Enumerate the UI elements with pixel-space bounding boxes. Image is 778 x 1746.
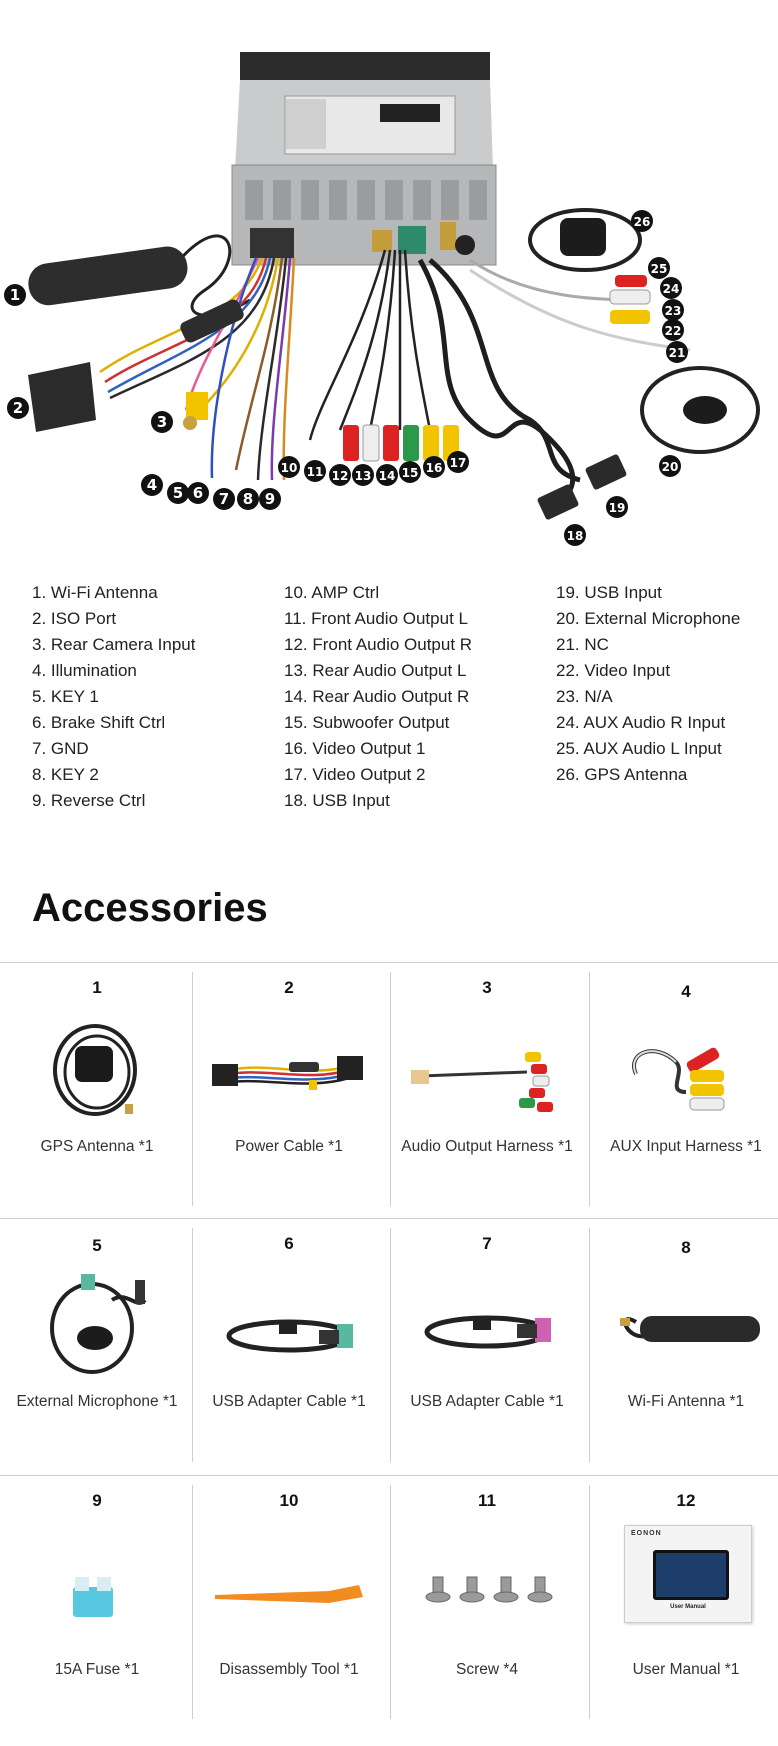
svg-text:8: 8	[242, 490, 254, 508]
accessory-label: GPS Antenna *1	[40, 1138, 154, 1155]
gps-aux-mic-image	[470, 210, 758, 452]
accessory-number: 3	[482, 978, 492, 997]
manual-brand: EONON	[631, 1530, 662, 1537]
usb-cable-icon	[407, 1270, 567, 1380]
accessory-number: 9	[92, 1491, 102, 1510]
callout-10	[278, 456, 300, 478]
rca-bundle-image	[310, 250, 459, 461]
aux-harness-icon	[606, 1012, 766, 1122]
legend-item: 14. Rear Audio Output R	[284, 687, 470, 706]
svg-text:9: 9	[264, 490, 276, 508]
accessory-number: 4	[681, 982, 691, 1001]
accessory-number: 5	[92, 1236, 102, 1255]
legend-item: 13. Rear Audio Output L	[284, 661, 467, 680]
svg-text:17: 17	[449, 456, 467, 470]
legend-item: 22. Video Input	[556, 661, 671, 680]
callout-17	[447, 451, 469, 473]
callout-23	[662, 299, 684, 321]
accessory-card	[192, 1218, 386, 1475]
legend-item: 1. Wi-Fi Antenna	[32, 583, 158, 602]
callout-11	[304, 460, 326, 482]
accessory-card	[390, 1475, 584, 1746]
legend-item: 10. AMP Ctrl	[284, 583, 380, 602]
usb-cable-icon	[209, 1270, 369, 1380]
accessory-number: 2	[284, 978, 294, 997]
legend-item: 11. Front Audio Output L	[284, 609, 468, 628]
accessory-card	[390, 962, 584, 1218]
accessory-label: AUX Input Harness *1	[610, 1138, 762, 1155]
accessory-label: Screw *4	[455, 1661, 519, 1678]
accessory-label: USB Adapter Cable *1	[212, 1393, 366, 1410]
callout-8	[237, 488, 259, 510]
callout-25	[648, 257, 670, 279]
accessory-number: 6	[284, 1234, 294, 1253]
accessory-number: 12	[676, 1491, 696, 1510]
legend-column-1	[32, 580, 195, 814]
power-cable-icon	[209, 1012, 369, 1122]
accessory-card	[390, 1218, 584, 1475]
wifi-antenna-icon	[606, 1270, 766, 1380]
callout-15	[399, 461, 421, 483]
legend-item: 12. Front Audio Output R	[284, 635, 473, 654]
accessory-label: External Microphone *1	[16, 1393, 178, 1410]
accessory-label: Disassembly Tool *1	[219, 1661, 359, 1678]
svg-text:7: 7	[218, 490, 230, 508]
accessory-number: 10	[279, 1491, 299, 1510]
svg-text:4: 4	[146, 476, 158, 494]
svg-text:11: 11	[306, 465, 324, 479]
legend-item: 9. Reverse Ctrl	[32, 791, 146, 810]
accessory-card	[0, 1475, 194, 1746]
legend-item: 24. AUX Audio R Input	[556, 713, 726, 732]
callout-20	[659, 455, 681, 477]
callout-14	[376, 464, 398, 486]
legend-item: 26. GPS Antenna	[556, 765, 688, 784]
svg-text:15: 15	[401, 466, 419, 480]
accessory-card	[192, 1475, 386, 1746]
gps-antenna-icon	[17, 1012, 177, 1122]
callout-9	[259, 488, 281, 510]
accessory-card	[192, 962, 386, 1218]
fuse-icon	[17, 1527, 177, 1637]
accessory-number: 8	[681, 1238, 691, 1257]
callout-1	[4, 284, 26, 306]
user-manual-icon	[624, 1525, 752, 1623]
callout-6	[187, 482, 209, 504]
svg-text:21: 21	[668, 346, 686, 360]
legend-item: 5. KEY 1	[32, 687, 99, 706]
callout-22	[662, 319, 684, 341]
svg-text:10: 10	[280, 461, 298, 475]
accessory-number: 7	[482, 1234, 492, 1253]
accessory-number: 11	[478, 1491, 496, 1510]
wiring-diagram	[0, 0, 778, 560]
callout-4	[141, 474, 163, 496]
svg-text:2: 2	[12, 399, 24, 417]
legend-item: 18. USB Input	[284, 791, 390, 810]
accessory-card	[589, 962, 778, 1218]
accessory-label: User Manual *1	[632, 1661, 740, 1678]
head-unit-image	[232, 52, 496, 265]
svg-text:12: 12	[331, 469, 349, 483]
accessory-card	[0, 962, 194, 1218]
svg-text:14: 14	[378, 469, 396, 483]
microphone-icon	[17, 1270, 177, 1380]
svg-text:23: 23	[664, 304, 682, 318]
accessory-number: 1	[92, 978, 102, 997]
manual-caption: User Manual	[670, 1604, 706, 1610]
callout-7	[213, 488, 235, 510]
legend-item: 17. Video Output 2	[284, 765, 426, 784]
legend-item: 3. Rear Camera Input	[32, 635, 196, 654]
wifi-antenna-image	[26, 236, 250, 315]
accessory-label: 15A Fuse *1	[54, 1661, 140, 1678]
legend-item: 20. External Microphone	[556, 609, 741, 628]
callout-26	[631, 210, 653, 232]
callout-3	[151, 411, 173, 433]
legend-item: 4. Illumination	[32, 661, 137, 680]
accessory-card	[589, 1218, 778, 1475]
legend-item: 2. ISO Port	[32, 609, 117, 628]
audio-harness-icon	[407, 1012, 567, 1122]
legend-item: 19. USB Input	[556, 583, 662, 602]
callout-13	[352, 464, 374, 486]
svg-text:22: 22	[664, 324, 682, 338]
accessories-heading: Accessories	[32, 886, 268, 930]
svg-text:20: 20	[661, 460, 679, 474]
svg-text:5: 5	[172, 484, 184, 502]
legend-item: 7. GND	[32, 739, 89, 758]
svg-text:1: 1	[9, 286, 21, 304]
callout-12	[329, 464, 351, 486]
svg-text:6: 6	[192, 484, 204, 502]
accessory-card	[0, 1218, 194, 1475]
legend-item: 8. KEY 2	[32, 765, 99, 784]
screws-icon	[407, 1527, 567, 1637]
callout-2	[7, 397, 29, 419]
accessory-label: Wi-Fi Antenna *1	[627, 1393, 745, 1410]
svg-text:18: 18	[566, 529, 584, 543]
callout-24	[660, 277, 682, 299]
callout-19	[606, 496, 628, 518]
legend-item: 23. N/A	[556, 687, 613, 706]
svg-text:26: 26	[633, 215, 651, 229]
svg-text:25: 25	[650, 262, 668, 276]
legend-item: 15. Subwoofer Output	[284, 713, 450, 732]
callout-16	[423, 456, 445, 478]
svg-text:16: 16	[425, 461, 443, 475]
accessory-label: USB Adapter Cable *1	[410, 1393, 564, 1410]
legend-item: 6. Brake Shift Ctrl	[32, 713, 166, 732]
callout-21	[666, 341, 688, 363]
accessory-label: Audio Output Harness *1	[401, 1138, 573, 1155]
callout-18	[564, 524, 586, 546]
callout-5	[167, 482, 189, 504]
legend-item: 21. NC	[556, 635, 609, 654]
pry-tool-icon	[209, 1527, 369, 1637]
svg-text:19: 19	[608, 501, 626, 515]
svg-text:3: 3	[156, 413, 168, 431]
legend-column-2	[284, 580, 472, 814]
legend-item: 16. Video Output 1	[284, 739, 426, 758]
svg-text:24: 24	[662, 282, 680, 296]
legend-column-3	[556, 580, 740, 788]
accessory-label: Power Cable *1	[235, 1138, 343, 1155]
legend-item: 25. AUX Audio L Input	[556, 739, 722, 758]
svg-text:13: 13	[354, 469, 372, 483]
accessory-card	[589, 1475, 778, 1746]
